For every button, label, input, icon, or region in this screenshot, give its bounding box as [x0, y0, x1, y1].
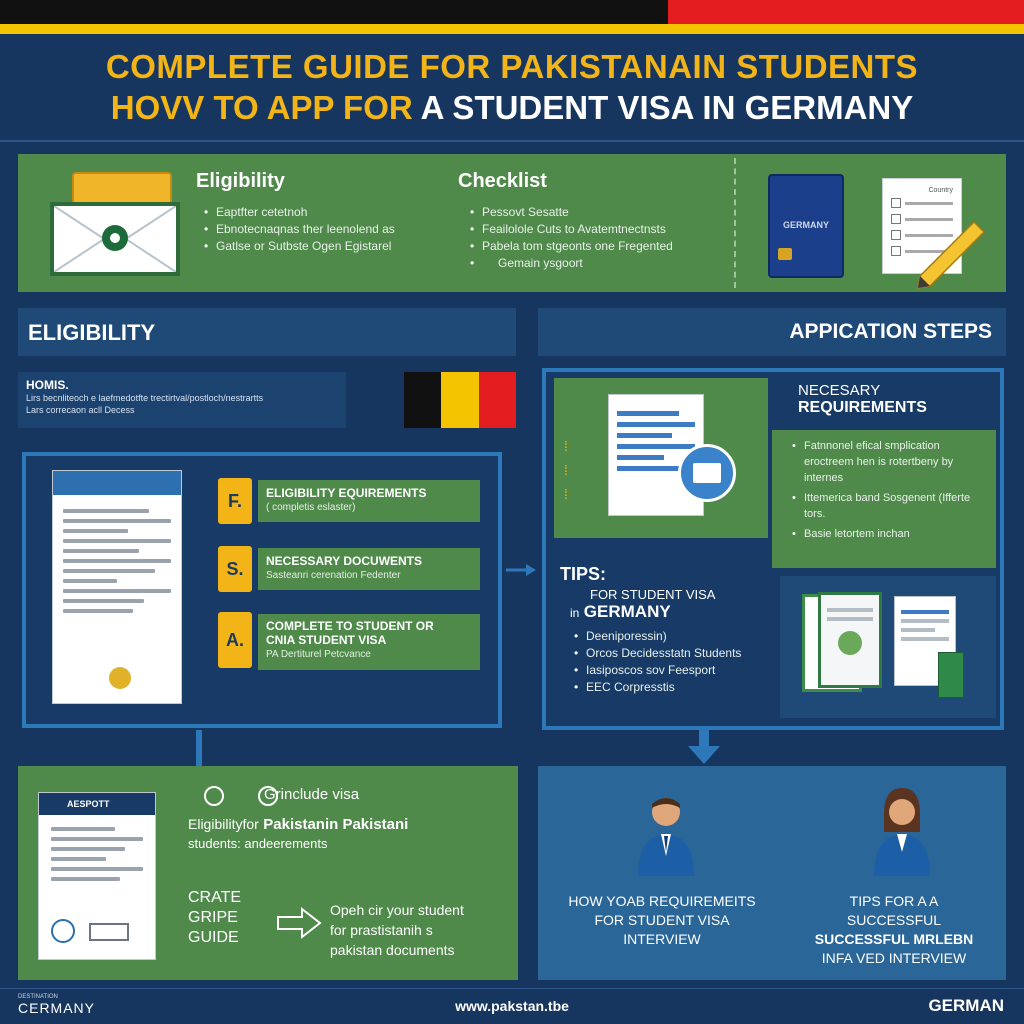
list-item: • Basie letortem inchan [792, 526, 988, 542]
tips-title: TIPS: [560, 564, 607, 584]
document-seal-icon [109, 667, 131, 689]
connector-line-left [196, 730, 202, 770]
application-steps-header [538, 308, 1006, 356]
card1-line-3: INTERVIEW [623, 931, 701, 947]
card2-line-1: TIPS FOR A A [849, 893, 939, 909]
list-item: • Eaptfter cetetnoh [204, 204, 454, 221]
card2-line-2: SUCCESSFUL [846, 912, 942, 928]
step-sub-2: Sasteanri cerenation Fedenter [266, 570, 401, 581]
home-block [18, 372, 346, 428]
bottom-right-panel [538, 766, 1006, 980]
passport-chip [778, 248, 792, 260]
application-document-panel [554, 378, 768, 538]
requirements-title-2: REQUIREMENTS [798, 399, 927, 416]
card2-line-4: INFA VED INTERVIEW [821, 950, 967, 966]
eligibility-line-a: Eligibilityfor [188, 816, 259, 832]
eligibility-line-b: Pakistanin Pakistani [263, 816, 409, 833]
include-visa-text: Grinclude visa [264, 786, 360, 803]
interview-card-2 [786, 892, 1002, 968]
tips-list [560, 628, 764, 696]
pencil-icon [908, 218, 988, 292]
top-banner [18, 154, 1006, 292]
arrow-down-icon [684, 728, 724, 768]
globe-icon [51, 919, 75, 943]
tips-sub-1: FOR STUDENT VISA [590, 587, 716, 602]
step-title-2: NECESSARY DOCUWENTS [266, 554, 423, 568]
home-text-1: Lirs becnliteoch e laefmedotfte trectirtval/postloch/nestrartts [26, 393, 264, 403]
step-row-3[interactable] [218, 612, 480, 672]
card-icon [89, 923, 129, 941]
step-title-3b: CNIA STUDENT VISA [266, 633, 387, 647]
title-line-2-yellow: HOVV TO APP FOR [110, 89, 413, 126]
card1-line-1: HOW YOAB REQUIREMEITS [568, 893, 756, 909]
list-item-continuation: • Gemain ysgoort [470, 255, 740, 272]
open-line-2: for prastistanih s [330, 922, 433, 938]
open-guide-text [330, 900, 464, 960]
top-flag-gold-bar [0, 24, 1024, 34]
step-title-1: ELIGIBILITY EQUIREMENTS [266, 486, 427, 500]
requirements-title-1: NECESARY [798, 382, 881, 399]
title-line-2-white: A STUDENT VISA IN GERMANY [420, 89, 914, 126]
interview-card-1 [552, 892, 772, 949]
checklist-doc-label: Country [928, 187, 953, 194]
arrow-right-outline-icon [276, 906, 322, 940]
list-item: • Iasiposcos sov Feesport [574, 662, 764, 679]
requirements-panel [772, 378, 996, 568]
tips-documents-panel [780, 576, 996, 718]
card1-line-2: FOR STUDENT VISA [594, 912, 730, 928]
list-item: • Ittemerica band Sosgenent (Ifferte tors. [792, 490, 988, 522]
banner-eligibility-list [204, 204, 454, 255]
passport-label: GERMANY [782, 220, 829, 230]
footer-logo-small: DESTINATION [18, 994, 58, 1000]
arrow-right-icon [506, 560, 536, 580]
footer-right-label: GERMAN [928, 996, 1004, 1015]
eligibility-line-2: students: andeerements [188, 836, 328, 851]
step-sub-3: PA Dertiturel Petcvance [266, 649, 371, 660]
passport-document-icon [38, 792, 156, 960]
eligibility-line [188, 816, 408, 834]
banner-dashed-divider [734, 158, 736, 288]
checklist-dots-icon: ⁞ ⁞ ⁞ [564, 438, 568, 502]
create-guide-block [188, 888, 241, 948]
tips-sub-2 [560, 602, 764, 622]
step-sub-1: ( completis eslaster) [266, 502, 356, 513]
banner-eligibility-title: Eligibility [196, 170, 285, 192]
document-icon [52, 470, 182, 704]
step-row-2[interactable] [218, 546, 480, 592]
step-badge-3: A. [218, 612, 252, 668]
list-item: • Ebnotecnaqnas ther leenolend as [204, 221, 454, 238]
card2-line-3: SUCCESSFUL MRLEBN [814, 931, 974, 947]
green-box-icon [938, 652, 964, 698]
list-item: • Pessovt Sesatte [470, 204, 740, 221]
guide-line-2: GRIPE [188, 909, 238, 926]
folder-document-icon [818, 592, 882, 688]
banner-checklist-list [470, 204, 740, 272]
top-flag-black-bar [0, 0, 668, 24]
guide-line-3: GUIDE [188, 929, 239, 946]
list-item: • Gatlse or Sutbste Ogen Egistarel [204, 238, 454, 255]
form-badge-icon [678, 444, 736, 502]
open-line-1: Opeh cir your student [330, 902, 464, 918]
step-row-1[interactable] [218, 478, 480, 524]
step-badge-1: F. [218, 478, 252, 524]
passport-document-label: AESPOTT [39, 793, 155, 815]
envelope-icon [50, 202, 180, 276]
woman-avatar-icon [870, 784, 934, 876]
home-text-2: Lars correcaon acll Decess [26, 405, 135, 415]
list-item: • Deeniporessin) [574, 628, 764, 645]
tips-sub-2-germany: GERMANY [583, 602, 671, 621]
tips-panel [554, 546, 770, 718]
footer-divider [0, 988, 1024, 989]
passport-icon [768, 174, 844, 278]
tips-sub-2-prefix: in [570, 606, 580, 620]
list-item: • Feailolole Cuts to Avatemtnectnsts [470, 221, 740, 238]
home-title: HOMIS. [26, 378, 69, 392]
list-item: • Fatnnonel efical smplication eroctreem hen is rotertbeny by internes [792, 438, 988, 486]
page-title [0, 48, 1024, 130]
header-divider [0, 140, 1024, 142]
man-avatar-icon [634, 790, 698, 876]
list-item: • Pabela tom stgeonts one Fregented [470, 238, 740, 255]
title-line-1: COMPLETE GUIDE FOR PAKISTANAIN STUDENTS [105, 48, 919, 85]
banner-checklist-title: Checklist [458, 170, 547, 192]
open-line-3: pakistan documents [330, 942, 455, 958]
title-line-2 [0, 86, 1024, 130]
guide-line-1: CRATE [188, 889, 242, 906]
step-title-3: COMPLETE TO STUDENT OR [266, 619, 434, 633]
requirements-list [792, 438, 988, 542]
list-item: • EEC Corpresstis [574, 679, 764, 696]
footer-url[interactable]: www.pakstan.tbe [455, 998, 569, 1014]
eligibility-section-header [18, 308, 516, 356]
step-badge-2: S. [218, 546, 252, 592]
top-flag-red-bar [668, 0, 1024, 24]
bottom-left-panel [18, 766, 518, 980]
footer-logo-text: CERMANY [18, 1000, 96, 1016]
application-steps-heading: APPICATION STEPS [789, 320, 992, 343]
list-item: • Orcos Decidesstatn Students [574, 645, 764, 662]
check-circle-icon [204, 786, 224, 806]
germany-flag-icon [404, 372, 516, 428]
eligibility-heading: ELIGIBILITY [28, 320, 156, 345]
